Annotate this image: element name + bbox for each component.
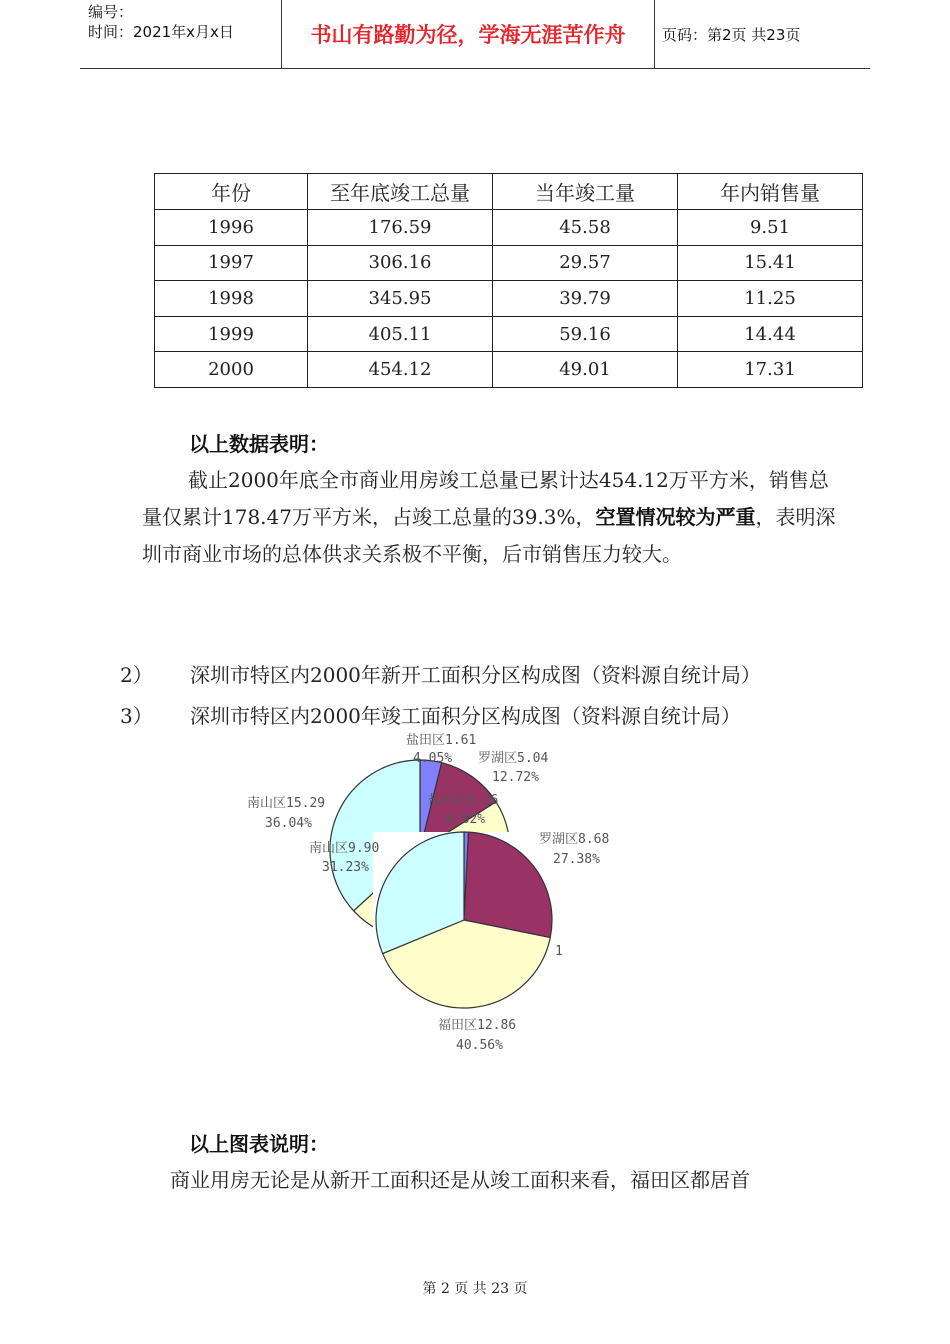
section-heading-chart: 以上图表说明： (189, 1132, 329, 1156)
column-header: 年内销售量 (678, 174, 863, 210)
data-analysis-paragraph (142, 462, 842, 573)
doc-time-label: 时间：2021年x月x日 (88, 23, 234, 41)
emphasis-text: 空置情况较为严重 (595, 505, 756, 529)
table-cell: 17.31 (678, 352, 863, 388)
table-cell: 454.12 (308, 352, 493, 388)
table-cell: 1998 (155, 281, 308, 317)
column-header: 至年底竣工总量 (308, 174, 493, 210)
table-cell: 176.59 (308, 210, 493, 246)
pie-percent-nanshan: 31.23% (322, 860, 369, 875)
table-cell: 39.79 (493, 281, 678, 317)
pie-percent-nanshan: 36.04% (265, 816, 312, 831)
header-motto: 书山有路勤为径，学海无涯苦作舟 (310, 23, 626, 47)
pie-label-nanshan: 南山区15.29 (247, 796, 326, 811)
table-cell: 1996 (155, 210, 308, 246)
pie-label-nanshan: 南山区9.90 (309, 841, 380, 856)
table-row (155, 245, 863, 281)
chart-analysis-paragraph: 商业用房无论是从新开工面积还是从竣工面积来看，福田区都居首 (170, 1168, 750, 1192)
header-meta (88, 2, 234, 42)
table-cell: 15.41 (678, 245, 863, 281)
table-cell: 14.44 (678, 316, 863, 352)
table-cell: 9.51 (678, 210, 863, 246)
district-pie-charts (230, 730, 650, 1060)
header-page-info: 页码：第2页 共23页 (662, 25, 801, 44)
list-number: 3） (120, 704, 153, 728)
pie-percent-yantian: 4.05% (413, 751, 453, 766)
pie-label-luohu: 罗湖区5.04 (478, 751, 549, 766)
pie-label-luohu: 罗湖区8.68 (539, 832, 610, 847)
pie-percent-futian: 40.56% (456, 1038, 503, 1053)
table-row (155, 210, 863, 246)
list-item (120, 659, 761, 688)
doc-number-label: 编号： (88, 3, 134, 21)
table-row (155, 316, 863, 352)
pie-percent-luohu: 12.72% (492, 770, 539, 785)
table-cell: 1997 (155, 245, 308, 281)
pie-percent-yantian: 0.82% (446, 812, 486, 827)
table-cell: 345.95 (308, 281, 493, 317)
table-cell: 405.11 (308, 316, 493, 352)
table-cell: 49.01 (493, 352, 678, 388)
table-cell: 1999 (155, 316, 308, 352)
table-row (155, 352, 863, 388)
pie-label-yantian: 盐田区1.61 (406, 733, 477, 748)
table-cell: 59.16 (493, 316, 678, 352)
column-header: 年份 (155, 174, 308, 210)
list-text: 深圳市特区内2000年新开工面积分区构成图（资料源自统计局） (190, 663, 761, 687)
table-cell: 306.16 (308, 245, 493, 281)
section-heading-data: 以上数据表明： (189, 432, 329, 456)
paragraph-text: 截止2000年底全市商业用房竣工总量已累计达454.12万平方米，销售总量仅累计178.47万平方米，占竣工总量的39.3%， (142, 468, 829, 529)
completion-sales-table (154, 173, 863, 388)
header-divider (654, 0, 655, 68)
pie-chart-completed (376, 832, 552, 1008)
pie-percent-luohu: 27.38% (553, 852, 600, 867)
table-header-row (155, 174, 863, 210)
paragraph-text: ，表明深圳市商业市场的总体供求关系极不平衡，后市销售压力较大。 (142, 505, 836, 566)
table-cell: 2000 (155, 352, 308, 388)
pie-label-futian: 福田区12.86 (438, 1018, 517, 1033)
page-footer: 第 2 页 共 23 页 (422, 1281, 528, 1297)
list-number: 2） (120, 663, 153, 687)
table-row (155, 281, 863, 317)
page-header (80, 0, 870, 69)
table-cell: 11.25 (678, 281, 863, 317)
pie-stray-label: 1 (555, 944, 563, 959)
column-header: 当年竣工量 (493, 174, 678, 210)
pie-label-yantian: 盐田区0.26 (428, 793, 499, 808)
list-item (120, 700, 741, 729)
table-cell: 29.57 (493, 245, 678, 281)
table-cell: 45.58 (493, 210, 678, 246)
list-text: 深圳市特区内2000年竣工面积分区构成图（资料源自统计局） (190, 704, 741, 728)
